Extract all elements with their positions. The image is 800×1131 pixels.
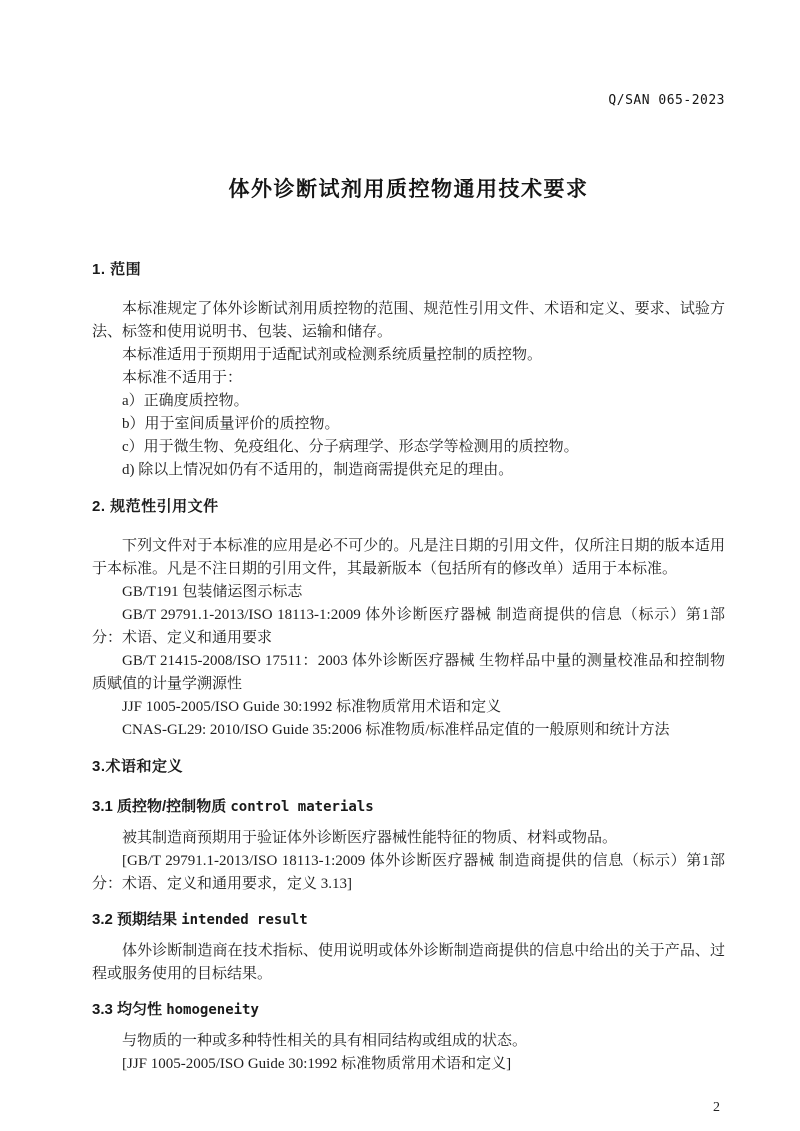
reference-item: GB/T 29791.1-2013/ISO 18113-1:2009 体外诊断医疗器械 制造商提供的信息（标示）第1部分：术语、定义和通用要求: [92, 607, 725, 646]
reference-item: CNAS-GL29: 2010/ISO Guide 35:2006 标准物质/标准样品定值的一般原则和统计方法: [122, 722, 670, 738]
reference-item: GB/T 21415-2008/ISO 17511：2003 体外诊断医疗器械 生物样品中量的测量校准品和控制物质赋值的计量学溯源性: [92, 653, 725, 692]
term-definition: 与物质的一种或多种特性相关的具有相同结构或组成的状态。: [122, 1033, 528, 1049]
scope-list-item-c: c）用于微生物、免疫组化、分子病理学、形态学等检测用的质控物。: [122, 439, 579, 455]
scope-paragraph-3: 本标准不适用于：: [122, 370, 243, 386]
term-en-label: intended result: [181, 912, 308, 928]
doc-number: Q/SAN 065-2023: [608, 93, 725, 108]
section-heading-references: 2. 规范性引用文件: [92, 498, 219, 515]
term-zh-label: 3.1 质控物/控制物质: [92, 798, 227, 815]
section-heading-scope: 1. 范围: [92, 261, 142, 278]
term-zh-label: 3.2 预期结果: [92, 911, 178, 928]
term-en-label: control materials: [230, 799, 374, 815]
references-intro: 下列文件对于本标准的应用是必不可少的。凡是注日期的引用文件，仅所注日期的版本适用于本标准。凡是不注日期的引用文件，其最新版本（包括所有的修改单）适用于本标准。: [92, 538, 725, 577]
term-heading-3-2: [92, 908, 725, 932]
term-citation: [GB/T 29791.1-2013/ISO 18113-1:2009 体外诊断医疗器械 制造商提供的信息（标示）第1部分：术语、定义和通用要求，定义 3.13]: [92, 853, 725, 892]
scope-list-item-d: d) 除以上情况如仍有不适用的，制造商需提供充足的理由。: [122, 462, 514, 478]
term-zh-label: 3.3 均匀性: [92, 1001, 163, 1018]
term-definition: 被其制造商预期用于验证体外诊断医疗器械性能特征的物质、材料或物品。: [122, 830, 618, 846]
term-heading-3-3: [92, 998, 725, 1022]
scope-list-item-b: b）用于室间质量评价的质控物。: [122, 416, 340, 432]
scope-paragraph-1: 本标准规定了体外诊断试剂用质控物的范围、规范性引用文件、术语和定义、要求、试验方法、标签和使用说明书、包装、运输和储存。: [92, 301, 725, 340]
term-heading-3-1: [92, 795, 725, 819]
scope-list-item-a: a）正确度质控物。: [122, 393, 249, 409]
section-heading-terms: 3.术语和定义: [92, 758, 184, 775]
document-title: 体外诊断试剂用质控物通用技术要求: [228, 178, 589, 201]
page-number: 2: [713, 1100, 720, 1115]
term-definition: 体外诊断制造商在技术指标、使用说明或体外诊断制造商提供的信息中给出的关于产品、过程或服务使用的目标结果。: [92, 943, 725, 982]
term-citation: [JJF 1005-2005/ISO Guide 30:1992 标准物质常用术语和定义]: [122, 1056, 512, 1072]
reference-item: JJF 1005-2005/ISO Guide 30:1992 标准物质常用术语和定义: [122, 699, 502, 715]
reference-item: GB/T191 包装储运图示标志: [122, 584, 303, 600]
term-en-label: homogeneity: [166, 1002, 259, 1018]
scope-paragraph-2: 本标准适用于预期用于适配试剂或检测系统质量控制的质控物。: [122, 347, 543, 363]
